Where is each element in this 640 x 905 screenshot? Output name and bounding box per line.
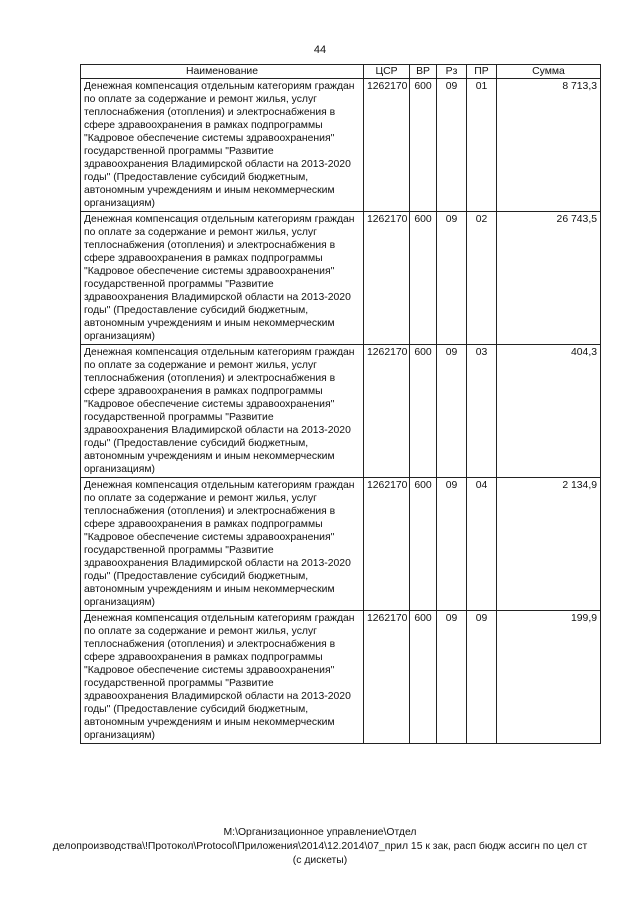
row-rz: 09 [437,478,467,611]
footer-file-path [0,826,640,868]
header-vr: ВР [410,65,437,79]
row-csr: 1262170 [364,478,410,611]
header-csr: ЦСР [364,65,410,79]
row-name: Денежная компенсация отдельным категориям граждан по оплате за содержание и ремонт жилья, услуг теплоснабжения (отопления) и электроснабжения в сфере здравоохранения в рамках подпрограммы "Кадровое обеспечение системы здравоохранения" государственной программы "Развитие здравоохранения Владимирской области на 2013-2020 годы" (Предоставление субсидий бюджетным, автономным учреждениям и иным некоммерческим организациям) [81,345,364,478]
page-number: 44 [313,44,327,56]
row-csr: 1262170 [364,212,410,345]
row-pr: 04 [467,478,497,611]
row-csr: 1262170 [364,79,410,212]
table-header-row [81,65,601,79]
row-csr: 1262170 [364,611,410,744]
row-sum: 2 134,9 [497,478,601,611]
footer-line-3: (с дискеты) [292,855,348,866]
header-pr: ПР [467,65,497,79]
row-csr: 1262170 [364,345,410,478]
footer-line-1: М:\Организационное управление\Отдел [223,827,417,838]
row-vr: 600 [410,611,437,744]
row-sum: 404,3 [497,345,601,478]
budget-table [80,64,601,744]
table-row [81,212,601,345]
row-sum: 8 713,3 [497,79,601,212]
header-name: Наименование [81,65,364,79]
header-rz: Рз [437,65,467,79]
row-pr: 02 [467,212,497,345]
row-name: Денежная компенсация отдельным категориям граждан по оплате за содержание и ремонт жилья, услуг теплоснабжения (отопления) и электроснабжения в сфере здравоохранения в рамках подпрограммы "Кадровое обеспечение системы здравоохранения" государственной программы "Развитие здравоохранения Владимирской области на 2013-2020 годы" (Предоставление субсидий бюджетным, автономным учреждениям и иным некоммерческим организациям) [81,611,364,744]
table-row [81,611,601,744]
row-vr: 600 [410,79,437,212]
table-row [81,345,601,478]
row-name: Денежная компенсация отдельным категориям граждан по оплате за содержание и ремонт жилья, услуг теплоснабжения (отопления) и электроснабжения в сфере здравоохранения в рамках подпрограммы "Кадровое обеспечение системы здравоохранения" государственной программы "Развитие здравоохранения Владимирской области на 2013-2020 годы" (Предоставление субсидий бюджетным, автономным учреждениям и иным некоммерческим организациям) [81,212,364,345]
row-vr: 600 [410,345,437,478]
row-rz: 09 [437,79,467,212]
row-rz: 09 [437,345,467,478]
header-sum: Сумма [497,65,601,79]
table-row [81,478,601,611]
table-row [81,79,601,212]
row-rz: 09 [437,212,467,345]
row-name: Денежная компенсация отдельным категориям граждан по оплате за содержание и ремонт жилья, услуг теплоснабжения (отопления) и электроснабжения в сфере здравоохранения в рамках подпрограммы "Кадровое обеспечение системы здравоохранения" государственной программы "Развитие здравоохранения Владимирской области на 2013-2020 годы" (Предоставление субсидий бюджетным, автономным учреждениям и иным некоммерческим организациям) [81,478,364,611]
row-vr: 600 [410,212,437,345]
row-pr: 09 [467,611,497,744]
row-sum: 26 743,5 [497,212,601,345]
row-vr: 600 [410,478,437,611]
row-pr: 01 [467,79,497,212]
row-pr: 03 [467,345,497,478]
row-rz: 09 [437,611,467,744]
row-sum: 199,9 [497,611,601,744]
row-name: Денежная компенсация отдельным категориям граждан по оплате за содержание и ремонт жилья, услуг теплоснабжения (отопления) и электроснабжения в сфере здравоохранения в рамках подпрограммы "Кадровое обеспечение системы здравоохранения" государственной программы "Развитие здравоохранения Владимирской области на 2013-2020 годы" (Предоставление субсидий бюджетным, автономным учреждениям и иным некоммерческим организациям) [81,79,364,212]
footer-line-2: делопроизводства\!Протокол\Protocol\Приложения\2014\12.2014\07_прил 15 к зак, расп бюдж ассигн по цел ст [52,841,588,852]
